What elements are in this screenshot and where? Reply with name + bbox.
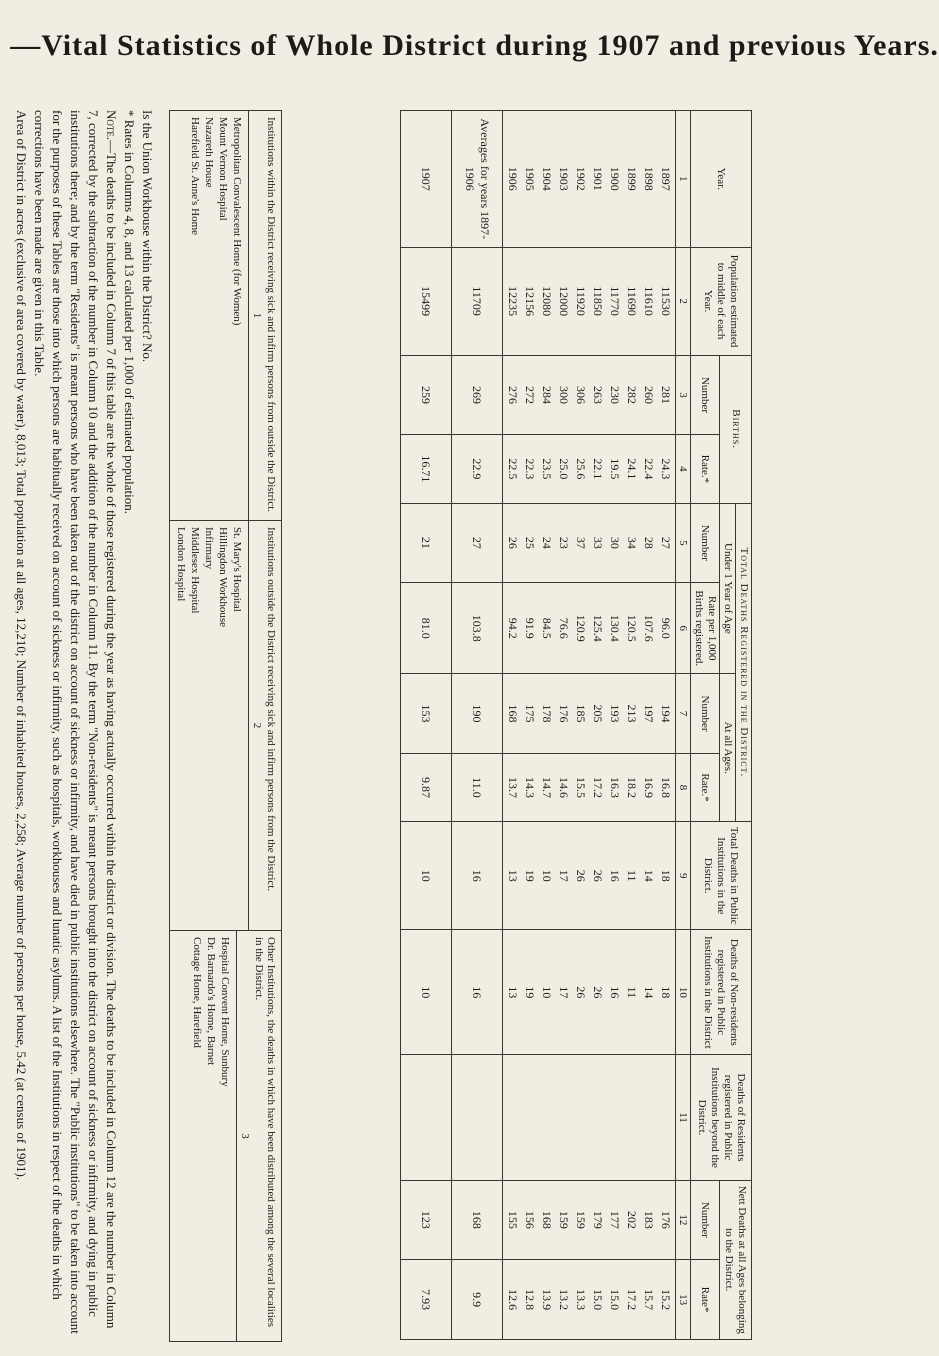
table-heading: —Vital Statistics of Whole District during 1907 and previous Years. — [10, 29, 939, 62]
table-cell: 10 — [540, 986, 554, 999]
table-cell: 16.9 — [642, 777, 656, 799]
table-cell: 33 — [591, 536, 605, 549]
area-line: Area of District in acres (exclusive of area covered by water), 8,013; Total population at all ages, 12,210; Number of inhabited houses, 2,258; Average number of persons per house, 5.42 (at census of 1901). — [14, 110, 29, 1181]
rates-footnote: * Rates in Columns 4, 8, and 13 calculated per 1,000 of estimated population. — [122, 110, 137, 515]
header-under1-number: Number — [691, 503, 720, 583]
all-ages-rate-column — [503, 753, 676, 821]
table-cell: 185 — [574, 704, 588, 723]
column-number: 1 — [676, 111, 691, 248]
table-cell: 14.6 — [557, 777, 571, 799]
residents-beyond-column — [503, 1055, 676, 1180]
table-cell — [572, 1058, 589, 1176]
table-cell: 26 — [574, 869, 588, 882]
note-text: —The deaths to be included in Column 7 of this table are the whole of those registered during the year as having actually occurred within the district or division. The deaths to be included in Column 12 are the number in Column 7, corrected by the subtraction of the number in Column 10 and the addition of the number in Column 11. By the term "Non-residents" is meant persons brought into the district on account of sickness or infirmity, and dying in public institutions there; and by the term "Residents" is meant persons who have been taken out of the district on account of sickness or infirmity, and have died in public institutions elsewhere. The "Public institutions" to be taken into account for the purposes of these Tables are those into which persons are habitually received on account of sickness or infirmity, such as hospitals, workhouses and lunatic asylums. A list of the Institutions in respect of the deaths in which corrections have been made are given in this Table. — [32, 110, 119, 1334]
year-column — [503, 111, 676, 248]
inst-col-c-items — [190, 937, 232, 1335]
header-total-deaths: Total Deaths Registered in the District. — [736, 503, 752, 822]
table-cell: 17 — [557, 986, 571, 999]
institution-item: Cottage Home, Harefield — [191, 937, 203, 1048]
page-title — [0, 0, 939, 92]
table-cell: 12156 — [523, 286, 537, 317]
header-births: Births. — [720, 355, 752, 503]
table-cell: 13 — [506, 986, 520, 999]
table-cell: 11850 — [591, 286, 605, 316]
inst-col-a-header: Institutions within the District receiving sick and infirm persons from outside the District. — [265, 117, 277, 513]
table-cell: 176 — [557, 704, 571, 723]
column-number: 2 — [676, 247, 691, 355]
table-cell: 15.2 — [659, 1289, 673, 1311]
table-cell — [401, 1055, 452, 1180]
header-all-number: Number — [691, 674, 720, 754]
table-cell: 11610 — [642, 286, 656, 316]
table-cell: 16 — [452, 930, 503, 1055]
inst-deaths-column — [503, 822, 676, 930]
table-cell: 12000 — [557, 286, 571, 317]
table-cell: 103.8 — [452, 583, 503, 674]
table-cell: 168 — [506, 704, 520, 723]
column-number: 6 — [676, 583, 691, 674]
header-nett-deaths: Nett Deaths at all Ages belonging to the District. — [720, 1180, 752, 1339]
header-population: Population estimated to middle of each Year. — [691, 247, 752, 355]
table-cell: 18.2 — [625, 777, 639, 799]
table-cell: 179 — [591, 1210, 605, 1229]
table-cell: 9.9 — [452, 1260, 503, 1340]
table-cell: 11 — [625, 986, 639, 999]
table-cell: 94.2 — [506, 617, 520, 639]
table-cell: 16 — [452, 822, 503, 930]
table-cell: 177 — [608, 1210, 622, 1229]
table-cell: 16.3 — [608, 777, 622, 799]
table-cell: 1905 — [523, 166, 537, 191]
table-cell: 282 — [625, 385, 639, 404]
table-cell: 306 — [574, 385, 588, 404]
note-paragraph — [30, 110, 120, 1340]
table-cell: 1897 — [659, 166, 673, 191]
table-cell: 17.2 — [591, 777, 605, 799]
table-cell: 96.0 — [659, 617, 673, 639]
table-cell: 19 — [523, 869, 537, 882]
table-cell: 15499 — [401, 247, 452, 355]
institution-item: Middlesex Hospital — [189, 527, 201, 614]
table-cell: 26 — [591, 869, 605, 882]
vital-statistics-table — [400, 110, 752, 1340]
table-cell: 1898 — [642, 166, 656, 191]
table-cell: 30 — [608, 536, 622, 549]
inst-col-b-header: Institutions outside the District receiving sick and infirm persons from the District. — [265, 527, 277, 892]
table-cell: 125.4 — [591, 614, 605, 642]
table-cell: 11.0 — [452, 753, 503, 821]
header-births-rate: Rate.* — [691, 435, 720, 503]
table-cell: 18 — [659, 869, 673, 882]
table-cell: 12080 — [540, 286, 554, 317]
nett-rate-column — [503, 1260, 676, 1340]
table-cell: 178 — [540, 704, 554, 723]
table-cell: 26 — [506, 536, 520, 549]
table-cell: 11770 — [608, 286, 622, 316]
table-cell: 202 — [625, 1210, 639, 1229]
inst-col-c-header: Other Institutions, the deaths in which have been distributed among the several localities in the District. — [253, 937, 277, 1328]
table-cell: 284 — [540, 385, 554, 404]
table-cell: 15.0 — [608, 1289, 622, 1311]
table-cell: 28 — [642, 536, 656, 549]
table-cell: 123 — [401, 1180, 452, 1260]
table-cell: 27 — [452, 503, 503, 583]
table-cell: 13.9 — [540, 1289, 554, 1311]
table-cell: 159 — [557, 1210, 571, 1229]
table-cell: 25 — [523, 536, 537, 549]
table-cell: 120.9 — [574, 614, 588, 642]
all-ages-number-column — [503, 674, 676, 754]
non-resident-column — [503, 930, 676, 1055]
table-cell — [640, 1058, 657, 1176]
table-cell: 193 — [608, 704, 622, 723]
table-cell: 1899 — [625, 166, 639, 191]
table-cell: 205 — [591, 704, 605, 723]
row-1907 — [401, 111, 452, 1340]
header-total-inst: Total Deaths in Public Institutions in the District. — [691, 822, 752, 930]
table-cell: 15.0 — [591, 1289, 605, 1311]
table-cell: 11709 — [452, 247, 503, 355]
header-year: Year. — [691, 111, 752, 248]
population-column — [503, 247, 676, 355]
table-cell: 1903 — [557, 166, 571, 191]
table-cell: 12.8 — [523, 1289, 537, 1311]
table-cell: 120.5 — [625, 614, 639, 642]
table-cell: 107.6 — [642, 614, 656, 642]
table-cell: 81.0 — [401, 583, 452, 674]
table-cell: 213 — [625, 704, 639, 723]
table-cell: 168 — [540, 1210, 554, 1229]
table-cell: 10 — [401, 930, 452, 1055]
table-cell: 34 — [625, 536, 639, 549]
table-cell: 1904 — [540, 166, 554, 191]
table-cell — [623, 1058, 640, 1176]
table-cell: 18 — [659, 986, 673, 999]
table-cell: 24 — [540, 536, 554, 549]
table-cell: 12.6 — [506, 1289, 520, 1311]
table-cell — [606, 1058, 623, 1176]
institution-item: Hospital Convent Home, Sunbury — [219, 937, 231, 1087]
header-non-resident: Deaths of Non-residents registered in Public Institutions in the District — [691, 930, 752, 1055]
table-cell: 15.7 — [642, 1289, 656, 1311]
institution-item: St. Mary's Hospital — [231, 527, 243, 612]
table-cell: 17.2 — [625, 1289, 639, 1311]
institution-item: Harefield St. Anne's Home — [189, 117, 201, 236]
table-cell: 7.93 — [401, 1260, 452, 1340]
table-cell: 197 — [642, 704, 656, 723]
table-cell: 1901 — [591, 166, 605, 191]
table-cell: 10 — [540, 869, 554, 882]
header-residents-beyond: Deaths of Residents registered in Public Institutions beyond the District. — [691, 1055, 752, 1180]
table-cell: 24.3 — [659, 458, 673, 480]
under1-number-column — [503, 503, 676, 583]
table-cell: 26 — [574, 986, 588, 999]
table-cell: 153 — [401, 674, 452, 754]
table-cell: Averages for years 1897-1906 — [452, 111, 503, 248]
table-cell: 16.8 — [659, 777, 673, 799]
table-cell: 130.4 — [608, 614, 622, 642]
table-cell: 1907 — [401, 111, 452, 248]
table-cell: 156 — [523, 1210, 537, 1229]
table-cell: 1902 — [574, 166, 588, 191]
table-cell: 14 — [642, 986, 656, 999]
table-cell: 22.3 — [523, 458, 537, 480]
table-cell: 23 — [557, 536, 571, 549]
institutions-other-column — [170, 931, 281, 1341]
table-cell: 11530 — [659, 286, 673, 316]
table-cell — [521, 1058, 538, 1176]
column-number: 11 — [676, 1055, 691, 1180]
note-label: Note. — [104, 110, 119, 141]
header-births-number: Number — [691, 355, 720, 435]
table-cell: 168 — [452, 1180, 503, 1260]
column-number: 9 — [676, 822, 691, 930]
table-cell: 15.5 — [574, 777, 588, 799]
table-cell: 17 — [557, 869, 571, 882]
column-number: 5 — [676, 503, 691, 583]
table-cell: 269 — [452, 355, 503, 435]
table-cell: 24.1 — [625, 458, 639, 480]
table-cell: 16 — [608, 986, 622, 999]
table-cell: 37 — [574, 536, 588, 549]
table-cell: 300 — [557, 385, 571, 404]
institution-item: Infirmary — [203, 527, 215, 570]
table-cell: 21 — [401, 503, 452, 583]
table-cell: 11920 — [574, 286, 588, 316]
table-cell: 9.87 — [401, 753, 452, 821]
table-cell — [452, 1055, 503, 1180]
inst-col-c-number: 3 — [236, 931, 251, 1341]
inst-col-b-number: 2 — [248, 521, 263, 930]
header-nett-number: Number — [691, 1180, 720, 1260]
table-cell: 183 — [642, 1210, 656, 1229]
institutions-within-column — [170, 111, 281, 521]
table-cell: 25.6 — [574, 458, 588, 480]
table-cell: 13 — [506, 869, 520, 882]
institution-item: Dr. Barnardo's Home, Barnet — [205, 937, 217, 1066]
table-cell: 281 — [659, 385, 673, 404]
table-cell: 1900 — [608, 166, 622, 191]
table-cell: 13.2 — [557, 1289, 571, 1311]
table-cell: 76.6 — [557, 617, 571, 639]
table-cell: 176 — [659, 1210, 673, 1229]
table-cell: 175 — [523, 704, 537, 723]
table-cell: 26 — [591, 986, 605, 999]
table-cell: 272 — [523, 385, 537, 404]
table-cell: 11 — [625, 869, 639, 882]
table-cell: 155 — [506, 1210, 520, 1229]
table-cell: 263 — [591, 385, 605, 404]
institution-item: Hillingdon Workhouse — [217, 527, 229, 628]
institutions-outside-column — [170, 521, 281, 931]
table-cell: 22.1 — [591, 458, 605, 480]
table-cell: 23.5 — [540, 458, 554, 480]
table-cell — [589, 1058, 606, 1176]
table-cell: 14.3 — [523, 777, 537, 799]
births-rate-column — [503, 435, 676, 503]
table-cell — [555, 1058, 572, 1176]
inst-col-b-items — [174, 527, 244, 924]
table-cell: 22.9 — [452, 435, 503, 503]
header-at-all-ages: At all Ages. — [720, 674, 736, 822]
table-cell: 14 — [642, 869, 656, 882]
header-all-rate: Rate.* — [691, 753, 720, 821]
column-number: 4 — [676, 435, 691, 503]
table-cell: 16 — [608, 869, 622, 882]
institution-item: Mount Vernon Hospital — [217, 117, 229, 221]
table-cell: 194 — [659, 704, 673, 723]
column-number: 3 — [676, 355, 691, 435]
institution-item: London Hospital — [175, 527, 187, 602]
table-cell: 259 — [401, 355, 452, 435]
table-cell: 11690 — [625, 286, 639, 316]
table-cell: 190 — [452, 674, 503, 754]
births-number-column — [503, 355, 676, 435]
nett-number-column — [503, 1180, 676, 1260]
side-question: Is the Union Workhouse within the District? No. — [140, 110, 155, 363]
table-cell: 91.9 — [523, 617, 537, 639]
table-cell: 159 — [574, 1210, 588, 1229]
table-cell: 27 — [659, 536, 673, 549]
table-cell — [538, 1058, 555, 1176]
inst-col-a-number: 1 — [248, 111, 263, 520]
header-under1-rate: Rate per 1,000 Births registered. — [691, 583, 720, 674]
table-cell — [657, 1058, 674, 1176]
table-cell: 19 — [523, 986, 537, 999]
inst-col-a-items — [188, 117, 244, 514]
header-nett-rate: Rate* — [691, 1260, 720, 1340]
table-cell: 12235 — [506, 286, 520, 317]
average-row — [452, 111, 503, 1340]
under1-rate-column — [503, 583, 676, 674]
table-cell: 10 — [401, 822, 452, 930]
table-cell — [504, 1058, 521, 1176]
table-cell: 13.3 — [574, 1289, 588, 1311]
institution-item: Metropolitan Convalescent Home (for Women) — [231, 117, 243, 326]
table-cell: 260 — [642, 385, 656, 404]
table-cell: 25.0 — [557, 458, 571, 480]
column-number: 13 — [676, 1260, 691, 1340]
table-cell: 22.4 — [642, 458, 656, 480]
table-cell: 230 — [608, 385, 622, 404]
table-cell: 1906 — [506, 166, 520, 191]
institution-item: Nazareth House — [203, 117, 215, 188]
table-cell: 13.7 — [506, 777, 520, 799]
table-cell: 16.71 — [401, 435, 452, 503]
table-cell: 19.5 — [608, 458, 622, 480]
header-under-1: Under 1 Year of Age — [720, 503, 736, 674]
column-number: 12 — [676, 1180, 691, 1260]
table-cell: 84.5 — [540, 617, 554, 639]
institutions-list — [169, 110, 282, 1342]
rotated-table-region — [14, 110, 752, 1340]
table-cell: 276 — [506, 385, 520, 404]
column-number: 7 — [676, 674, 691, 754]
column-number: 8 — [676, 753, 691, 821]
column-number: 10 — [676, 930, 691, 1055]
yearly-rows — [503, 111, 676, 1340]
table-cell: 22.5 — [506, 458, 520, 480]
notes-section — [12, 110, 156, 1340]
column-number-row — [676, 111, 691, 1340]
table-cell: 14.7 — [540, 777, 554, 799]
